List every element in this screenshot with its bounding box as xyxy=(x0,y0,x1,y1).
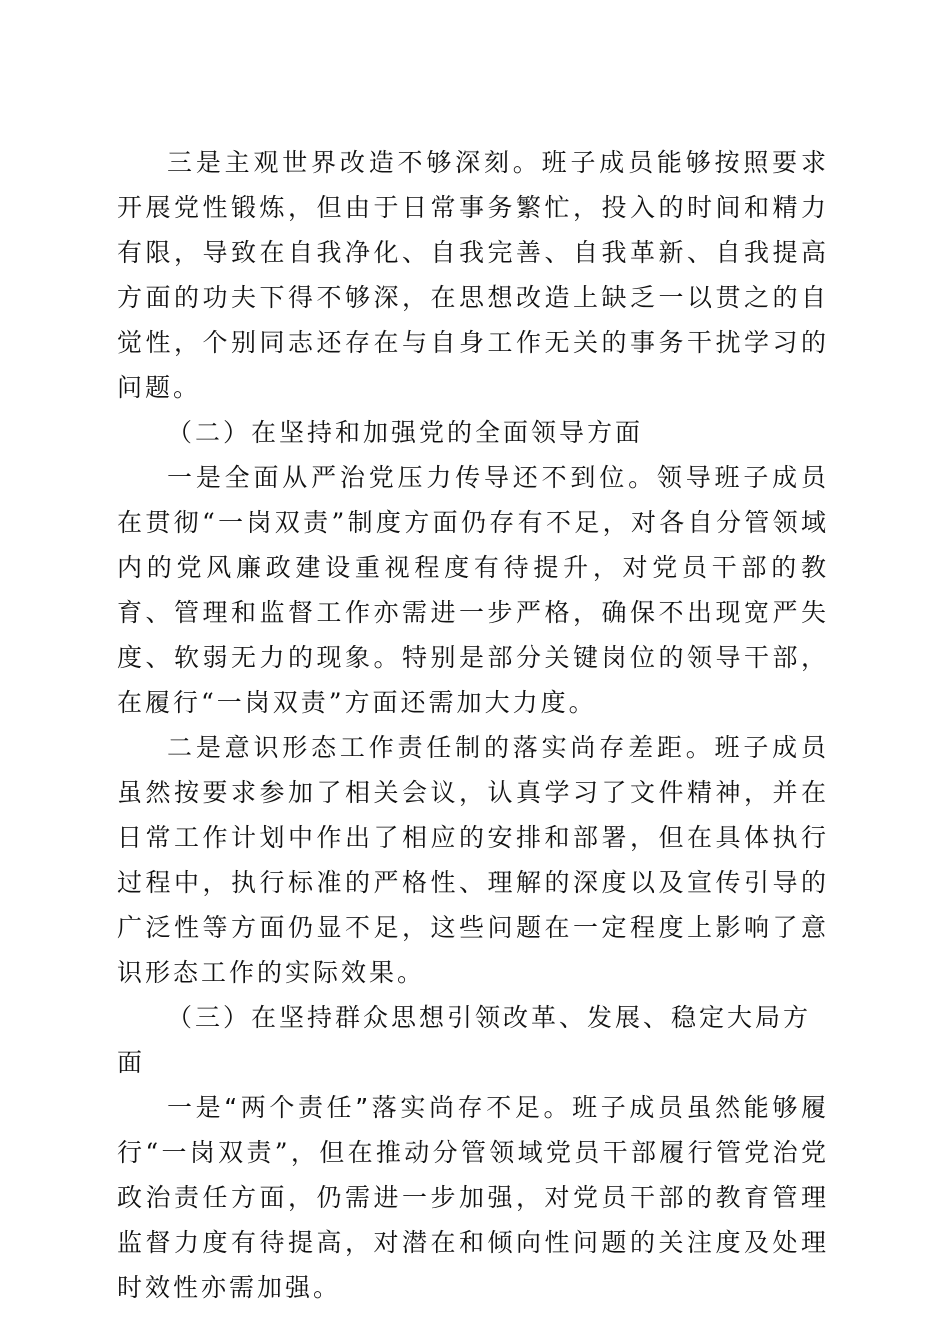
paragraph-lead: 一是“两个责任”落实尚存不足。 xyxy=(167,1093,573,1122)
paragraph-text: 班子成员虽然按要求参加了相关会议，认真学习了文件精神，并在日常工作计划中作出了相应的安排和部署，但在具体执行过程中，执行标准的严格性、理解的深度以及宣传引导的广泛性等方面仍显不足，这些问题在一定程度上影响了意识形态工作的实际效果。 xyxy=(117,733,829,987)
paragraph-ideology-responsibility xyxy=(117,725,829,995)
paragraph-lead: 三是主观世界改造不够深刻。 xyxy=(167,148,542,177)
paragraph-two-responsibilities xyxy=(117,1085,829,1310)
paragraph-lead: 二是意识形态工作责任制的落实尚存差距。 xyxy=(167,733,715,762)
section-heading-3: （三）在坚持群众思想引领改革、发展、稳定大局方面 xyxy=(117,1003,812,1077)
paragraph-text: 班子成员虽然能够履行“一岗双责”，但在推动分管领域党员干部履行管党治党政治责任方面，仍需进一步加强，对党员干部的教育管理监督力度有待提高，对潜在和倾向性问题的关注度及处理时效性亦需加强。 xyxy=(117,1093,829,1302)
paragraph-text: 领导班子成员在贯彻“一岗双责”制度方面仍存有不足，对各自分管领域内的党风廉政建设重视程度有待提升，对党员干部的教育、管理和监督工作亦需进一步严格，确保不出现宽严失度、软弱无力的现象。特别是部分关键岗位的领导干部，在履行“一岗双责”方面还需加大力度。 xyxy=(117,463,829,717)
paragraph-party-pressure xyxy=(117,455,829,725)
paragraph-lead: 一是全面从严治党压力传导还不到位。 xyxy=(167,463,657,492)
section-heading-2: （二）在坚持和加强党的全面领导方面 xyxy=(167,418,644,447)
document-body xyxy=(117,140,829,1310)
paragraph-text: 班子成员能够按照要求开展党性锻炼，但由于日常事务繁忙，投入的时间和精力有限，导致在自我净化、自我完善、自我革新、自我提高方面的功夫下得不够深，在思想改造上缺乏一以贯之的自觉性，个别同志还存在与自身工作无关的事务干扰学习的问题。 xyxy=(117,148,829,402)
paragraph-subjective-world xyxy=(117,140,829,410)
